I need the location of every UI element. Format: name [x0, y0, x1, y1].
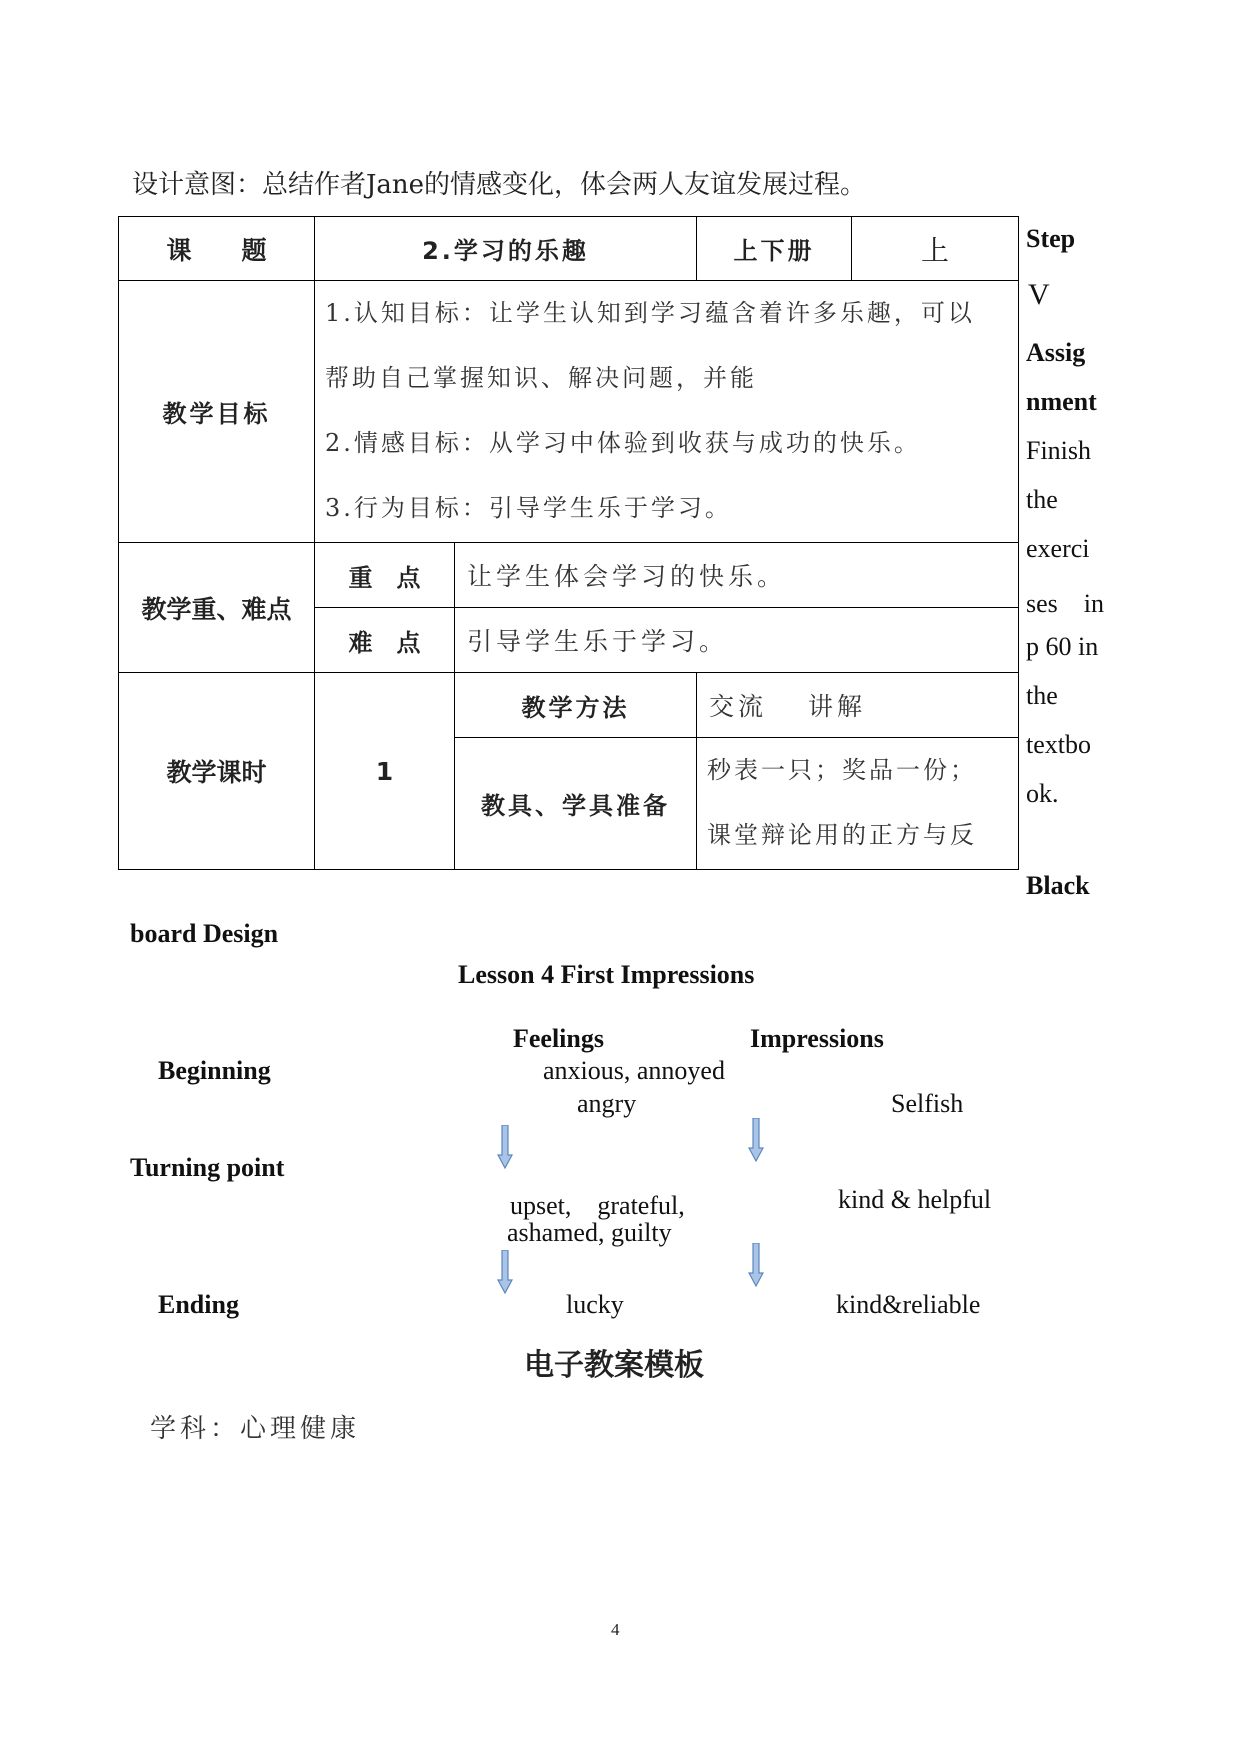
page-number: 4 — [611, 1620, 620, 1639]
turning-feelings: ashamed, guilty — [507, 1218, 672, 1247]
goals-content — [315, 281, 1019, 543]
volume-value: 上 — [852, 217, 1019, 281]
beginning-feelings: anxious, annoyed — [543, 1056, 725, 1085]
down-arrow-icon — [748, 1243, 764, 1287]
goal-line: 2.情感目标：从学习中体验到收获与成功的快乐。 — [325, 429, 921, 457]
lesson-title: Lesson 4 First Impressions — [458, 960, 755, 989]
subject-line: 学科：心理健康 — [150, 1414, 361, 1444]
template-title: 电子教案模板 — [524, 1348, 704, 1383]
hours-value: 1 — [315, 673, 455, 870]
turning-impression: kind & helpful — [838, 1185, 992, 1214]
turning-feelings: upset, grateful, — [510, 1191, 685, 1220]
side-line: the — [1026, 681, 1058, 710]
difficulty-label: 难 点 — [315, 608, 455, 673]
down-arrow-icon — [497, 1250, 513, 1294]
side-step: Step — [1026, 224, 1076, 253]
down-arrow-icon — [497, 1125, 513, 1169]
design-intent: 设计意图：总结作者Jane的情感变化，体会两人友谊发展过程。 — [132, 170, 867, 200]
goal-line: 3.行为目标：引导学生乐于学习。 — [325, 494, 732, 522]
key-value: 让学生体会学习的快乐。 — [455, 543, 1019, 608]
side-line: p 60 in — [1026, 632, 1099, 661]
side-line: exerci — [1026, 534, 1090, 563]
tools-label: 教具、学具准备 — [455, 738, 697, 870]
board-heading: board Design — [130, 919, 279, 948]
difficulty-value: 引导学生乐于学习。 — [455, 608, 1019, 673]
beginning-impression: Selfish — [891, 1089, 964, 1118]
table-row — [119, 281, 1019, 543]
method-value: 交流 讲解 — [697, 673, 1019, 738]
keypoints-label: 教学重、难点 — [119, 543, 315, 673]
side-black: Black — [1026, 871, 1090, 900]
table-row — [119, 673, 1019, 738]
tools-line: 秒表一只；奖品一份； — [707, 756, 978, 784]
volume-label: 上下册 — [697, 217, 852, 281]
tools-line: 课堂辩论用的正方与反 — [707, 821, 978, 849]
stage-ending: Ending — [158, 1290, 239, 1319]
ending-feeling: lucky — [566, 1290, 624, 1319]
side-line: ok. — [1026, 779, 1059, 808]
down-arrow-icon — [748, 1118, 764, 1162]
topic-value: 2.学习的乐趣 — [315, 217, 697, 281]
lesson-plan-table — [118, 216, 1019, 870]
side-line: Finish — [1026, 436, 1092, 465]
impressions-header: Impressions — [750, 1024, 884, 1053]
table-row — [119, 543, 1019, 608]
feelings-header: Feelings — [513, 1024, 604, 1053]
side-nment: nment — [1026, 387, 1097, 416]
goal-line: 1.认知目标：让学生认知到学习蕴含着许多乐趣，可以 — [325, 299, 975, 327]
method-label: 教学方法 — [455, 673, 697, 738]
side-v: V — [1028, 278, 1050, 311]
topic-label: 课 题 — [119, 217, 315, 281]
side-assig: Assig — [1026, 338, 1086, 367]
table-row — [119, 217, 1019, 281]
stage-beginning: Beginning — [158, 1056, 271, 1085]
tools-value — [697, 738, 1019, 870]
goal-line: 帮助自己掌握知识、解决问题，并能 — [325, 364, 757, 392]
hours-label: 教学课时 — [119, 673, 315, 870]
beginning-feelings: angry — [577, 1089, 637, 1118]
goals-label: 教学目标 — [119, 281, 315, 543]
side-line: the — [1026, 485, 1058, 514]
key-label: 重 点 — [315, 543, 455, 608]
side-line: textbo — [1026, 730, 1091, 759]
ending-impression: kind&reliable — [836, 1290, 981, 1319]
side-line: ses in — [1026, 589, 1105, 618]
stage-turning-point: Turning point — [130, 1153, 285, 1182]
